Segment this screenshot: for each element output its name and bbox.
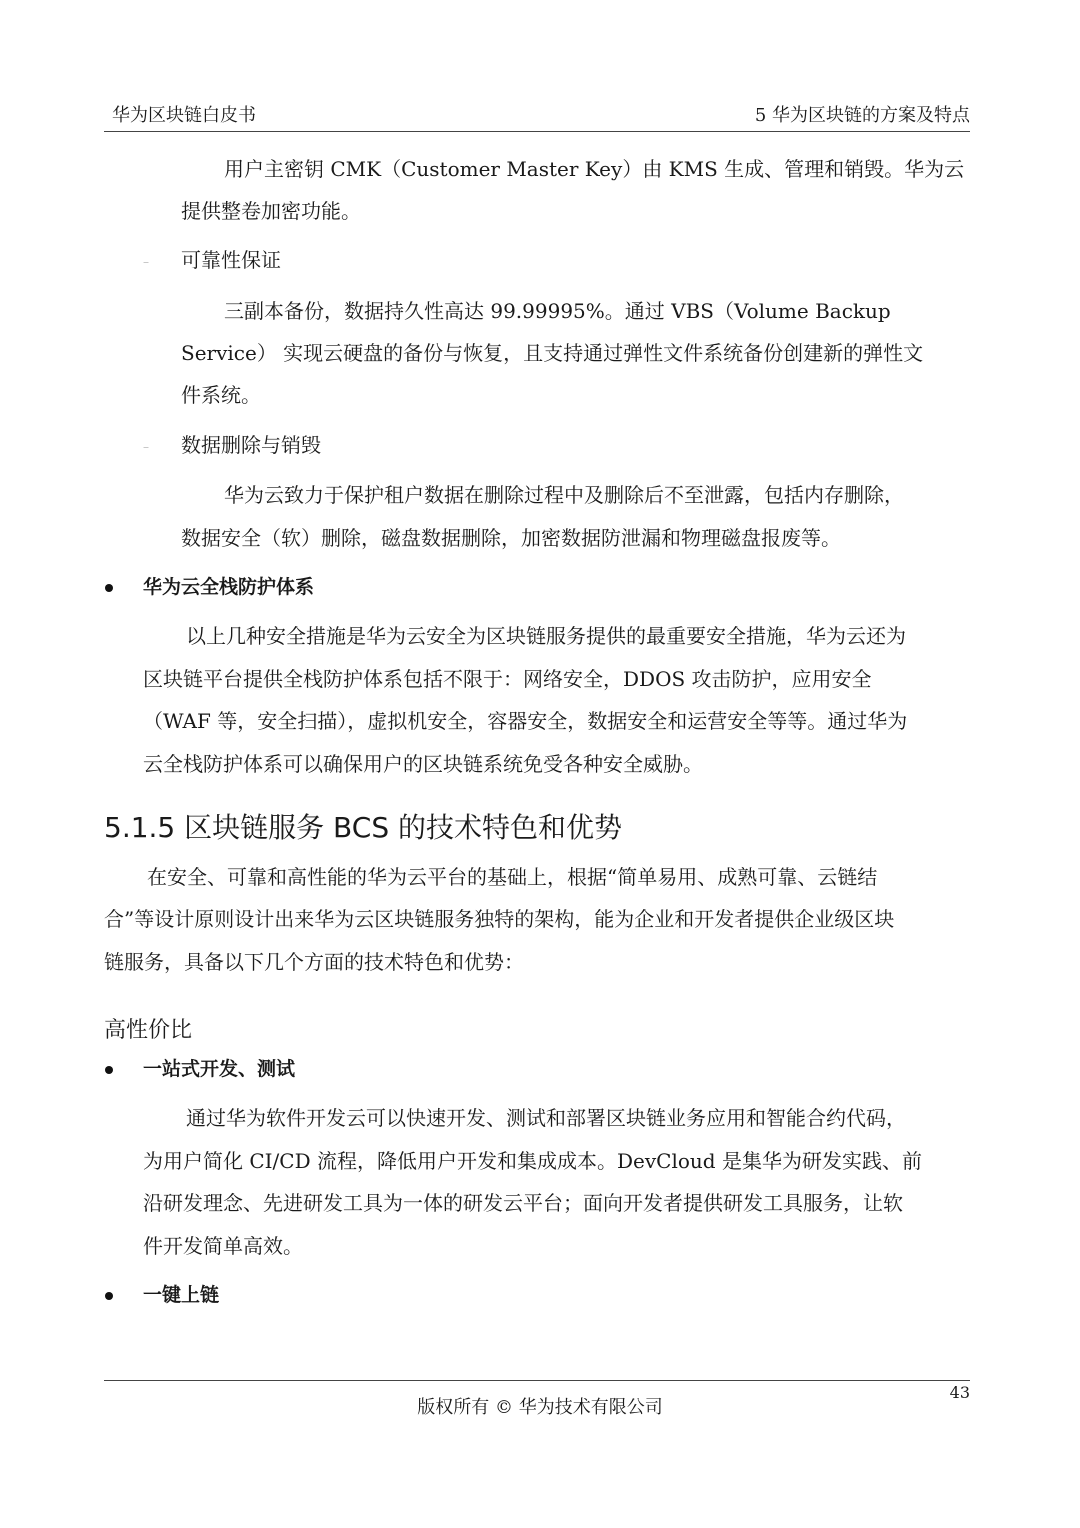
section-heading: 5.1.5 区块链服务 BCS 的技术特色和优势 xyxy=(104,811,622,844)
fullstack-bullet-title: 华为云全栈防护体系 xyxy=(143,576,315,598)
bullet-icon xyxy=(105,584,113,592)
sub-heading: 高性价比 xyxy=(104,1018,193,1043)
cmk-paragraph-line-1: 用户主密钥 CMK（Customer Master Key）由 KMS 生成、管理和销毁。华为云 xyxy=(224,157,965,181)
intro-line-3: 链服务，具备以下几个方面的技术特色和优势： xyxy=(104,950,524,974)
reliability-line-2: Service） 实现云硬盘的备份与恢复，且支持通过弹性文件系统备份创建新的弹性文 xyxy=(181,341,924,365)
cmk-paragraph-line-2: 提供整卷加密功能。 xyxy=(181,199,361,223)
fullstack-line-3: （WAF 等，安全扫描），虚拟机安全，容器安全，数据安全和运营安全等等。通过华为 xyxy=(143,709,908,733)
onestop-line-4: 件开发简单高效。 xyxy=(143,1234,303,1258)
intro-line-2: 合”等设计原则设计出来华为云区块链服务独特的架构，能为企业和开发者提供企业级区块 xyxy=(104,907,895,931)
bullet-icon xyxy=(105,1066,113,1074)
dash-marker: – xyxy=(143,440,149,454)
bullet-icon xyxy=(105,1292,113,1300)
fullstack-line-4: 云全栈防护体系可以确保用户的区块链系统免受各种安全威胁。 xyxy=(143,752,703,776)
header-divider xyxy=(104,131,970,132)
intro-line-1: 在安全、可靠和高性能的华为云平台的基础上，根据“简单易用、成熟可靠、云链结 xyxy=(147,865,878,889)
page-header xyxy=(104,104,970,128)
fullstack-line-1: 以上几种安全措施是华为云安全为区块链服务提供的最重要安全措施，华为云还为 xyxy=(186,624,906,648)
deletion-line-1: 华为云致力于保护租户数据在删除过程中及删除后不至泄露，包括内存删除， xyxy=(224,483,904,507)
reliability-line-1: 三副本备份，数据持久性高达 99.99995%。通过 VBS（Volume Backup xyxy=(224,299,891,323)
onestop-line-3: 沿研发理念、先进研发工具为一体的研发云平台；面向开发者提供研发工具服务，让软 xyxy=(143,1191,903,1215)
onestop-line-1: 通过华为软件开发云可以快速开发、测试和部署区块链业务应用和智能合约代码， xyxy=(186,1106,906,1130)
onestop-bullet-title: 一站式开发、测试 xyxy=(143,1058,296,1080)
fullstack-line-2: 区块链平台提供全栈防护体系包括不限于：网络安全，DDOS 攻击防护，应用安全 xyxy=(143,667,872,691)
deletion-title: 数据删除与销毁 xyxy=(181,433,321,457)
header-chapter-title: 5 华为区块链的方案及特点 xyxy=(754,105,970,126)
reliability-line-3: 件系统。 xyxy=(181,383,261,407)
dash-marker: – xyxy=(143,255,149,269)
page-number: 43 xyxy=(949,1383,970,1402)
reliability-title: 可靠性保证 xyxy=(181,248,281,272)
deletion-line-2: 数据安全（软）删除，磁盘数据删除，加密数据防泄漏和物理磁盘报废等。 xyxy=(181,526,841,550)
onekey-bullet-title: 一键上链 xyxy=(143,1284,220,1306)
header-document-title: 华为区块链白皮书 xyxy=(112,105,256,126)
copyright-notice: 版权所有 © 华为技术有限公司 xyxy=(417,1397,663,1418)
footer-divider xyxy=(104,1380,970,1381)
onestop-line-2: 为用户简化 CI/CD 流程，降低用户开发和集成成本。DevCloud 是集华为研发实践、前 xyxy=(143,1149,922,1173)
